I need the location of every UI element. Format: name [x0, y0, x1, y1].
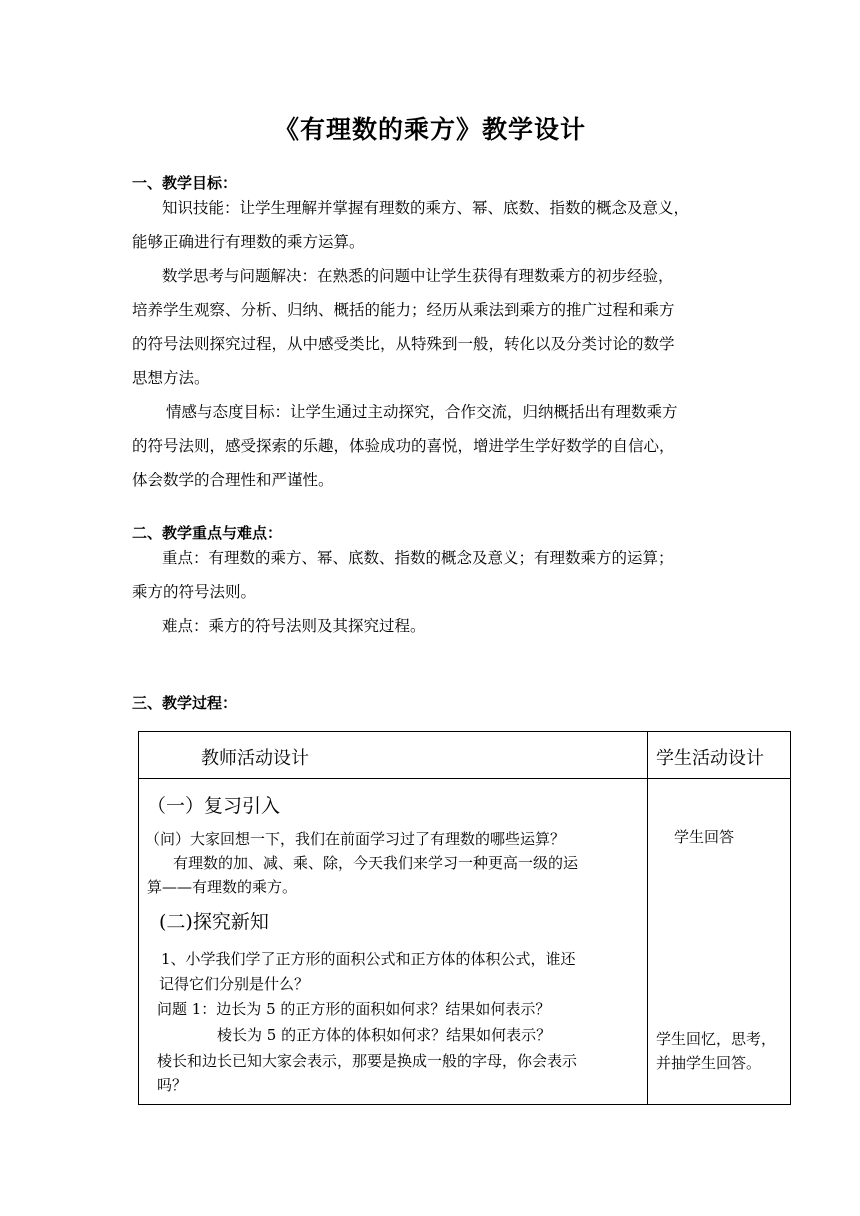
- header-teacher: 教师活动设计: [201, 748, 309, 769]
- part1-question: （问）大家回想一下，我们在前面学习过了有理数的哪些运算？: [145, 830, 566, 848]
- part1-answer-line-2: 算——有理数的乘方。: [147, 878, 298, 896]
- section-heading-focus: 二、教学重点与难点：: [132, 524, 283, 542]
- part1-title: （一）复习引入: [147, 795, 281, 817]
- focus-difficulty: 难点：乘方的符号法则及其探究过程。: [162, 617, 426, 635]
- page-title: 《有理数的乘方》教学设计: [273, 115, 586, 144]
- part2-question-1: 问题 1：边长为 5 的正方形的面积如何求？结果如何表示？: [157, 1000, 551, 1018]
- goal-emotion-line-2: 的符号法则，感受探索的乐趣，体验成功的喜悦，增进学生学好数学的自信心，: [132, 437, 675, 455]
- focus-key-line-1: 重点：有理数的乘方、幂、底数、指数的概念及意义；有理数乘方的运算；: [162, 549, 674, 567]
- part2-line-3: 棱长和边长已知大家会表示，那要是换成一般的字母，你会表示: [157, 1052, 578, 1070]
- section-heading-goals: 一、教学目标：: [132, 174, 238, 192]
- student-activity-cell: [648, 779, 791, 1105]
- section-heading-process: 三、教学过程：: [132, 694, 238, 712]
- goal-thinking-line-2: 培养学生观察、分析、归纳、概括的能力；经历从乘法到乘方的推广过程和乘方: [132, 301, 675, 319]
- student-answer-1: 学生回答: [674, 828, 735, 846]
- goal-thinking-line-3: 的符号法则探究过程，从中感受类比，从特殊到一般，转化以及分类讨论的数学: [132, 335, 675, 353]
- process-table: [138, 731, 791, 1105]
- header-student: 学生活动设计: [656, 748, 764, 769]
- header-student-cell: [648, 732, 791, 779]
- part2-title: (二)探究新知: [159, 911, 269, 933]
- part1-answer-line-1: 有理数的加、减、乘、除，今天我们来学习一种更高一级的运: [173, 854, 579, 872]
- teacher-activity-cell: [139, 779, 648, 1105]
- header-teacher-cell: [139, 732, 648, 779]
- table-header-row: [139, 732, 791, 779]
- goal-thinking-line-1: 数学思考与问题解决：在熟悉的问题中让学生获得有理数乘方的初步经验，: [162, 267, 674, 285]
- part2-line-1: 1、小学我们学了正方形的面积公式和正方体的体积公式，谁还: [161, 950, 576, 968]
- table-body-row: [139, 779, 791, 1105]
- student-answer-2-line-1: 学生回忆，思考，: [656, 1030, 777, 1048]
- goal-knowledge-line-2: 能够正确进行有理数的乘方运算。: [132, 233, 365, 251]
- goal-thinking-line-4: 思想方法。: [132, 369, 210, 387]
- goal-emotion-line-3: 体会数学的合理性和严谨性。: [132, 471, 334, 489]
- part2-line-4: 吗？: [157, 1076, 188, 1094]
- goal-emotion-line-1: 情感与态度目标：让学生通过主动探究，合作交流，归纳概括出有理数乘方: [166, 403, 678, 421]
- student-answer-2-line-2: 并抽学生回答。: [656, 1054, 762, 1072]
- part2-question-2: 棱长为 5 的正方体的体积如何求？结果如何表示？: [217, 1026, 552, 1044]
- goal-knowledge-line-1: 知识技能：让学生理解并掌握有理数的乘方、幂、底数、指数的概念及意义，: [162, 199, 690, 217]
- part2-line-2: 记得它们分别是什么？: [159, 975, 310, 993]
- focus-key-line-2: 乘方的符号法则。: [132, 583, 257, 601]
